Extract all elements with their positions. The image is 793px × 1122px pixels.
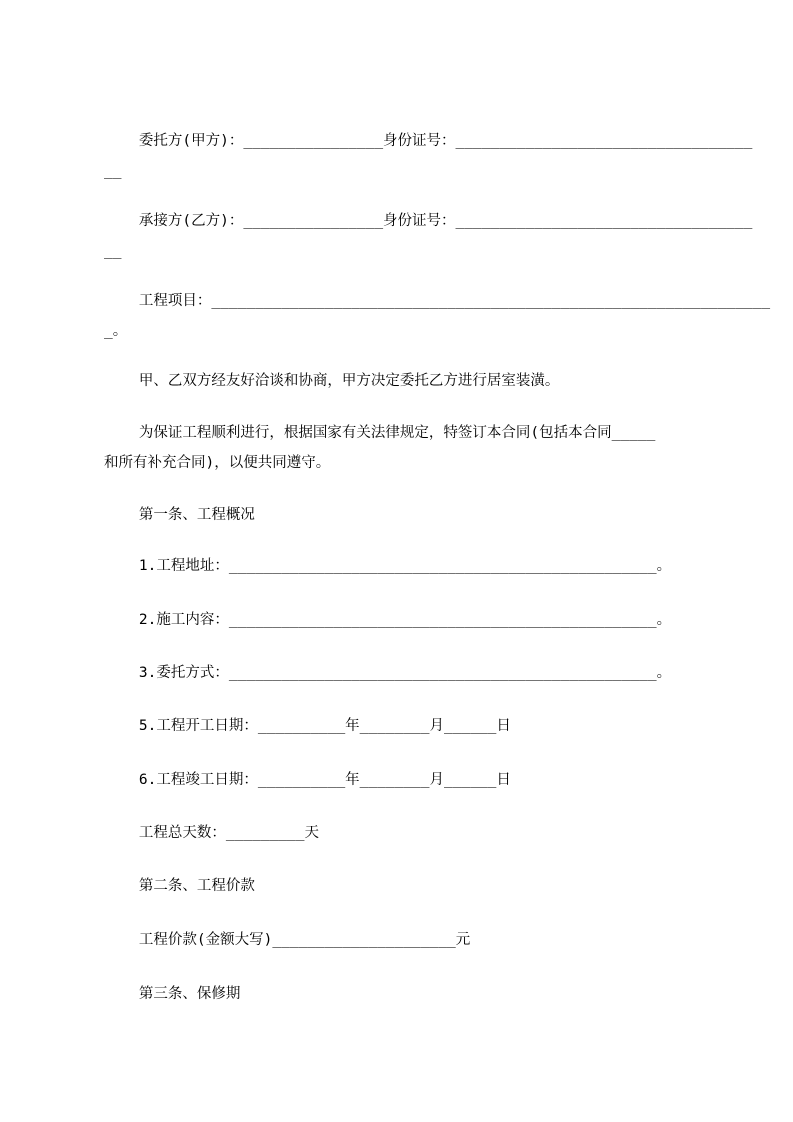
item-construction-content: 2.施工内容：_________________________________________________。 (104, 612, 672, 628)
party-a-line-continued: __ (104, 163, 122, 179)
party-b-line: 承接方(乙方)：________________身份证号：__________________________________ (104, 213, 753, 229)
article-1-title: 第一条、工程概况 (104, 507, 255, 523)
purpose-paragraph-line2: 和所有补充合同)，以便共同遵守。 (104, 455, 331, 471)
project-line-continued: _。 (104, 323, 128, 339)
item-commission-method: 3.委托方式：_________________________________________________。 (104, 665, 672, 681)
project-price: 工程价款(金额大写)_____________________元 (104, 932, 471, 948)
article-3-title: 第三条、保修期 (104, 986, 241, 1002)
article-2-title: 第二条、工程价款 (104, 878, 255, 894)
item-completion-date: 6.工程竣工日期：__________年________月______日 (104, 772, 511, 788)
item-project-address: 1.工程地址：_________________________________________________。 (104, 558, 672, 574)
agreement-paragraph: 甲、乙双方经友好洽谈和协商，甲方决定委托乙方进行居室装潢。 (104, 373, 560, 389)
party-a-line: 委托方(甲方)：________________身份证号：__________________________________ (104, 133, 753, 149)
item-start-date: 5.工程开工日期：__________年________月______日 (104, 718, 511, 734)
project-line: 工程项目：________________________________________________________________ (104, 293, 771, 309)
party-b-line-continued: __ (104, 243, 122, 259)
purpose-paragraph-line1: 为保证工程顺利进行，根据国家有关法律规定，特签订本合同(包括本合同_____ (104, 425, 656, 441)
total-days: 工程总天数：_________天 (104, 825, 319, 841)
